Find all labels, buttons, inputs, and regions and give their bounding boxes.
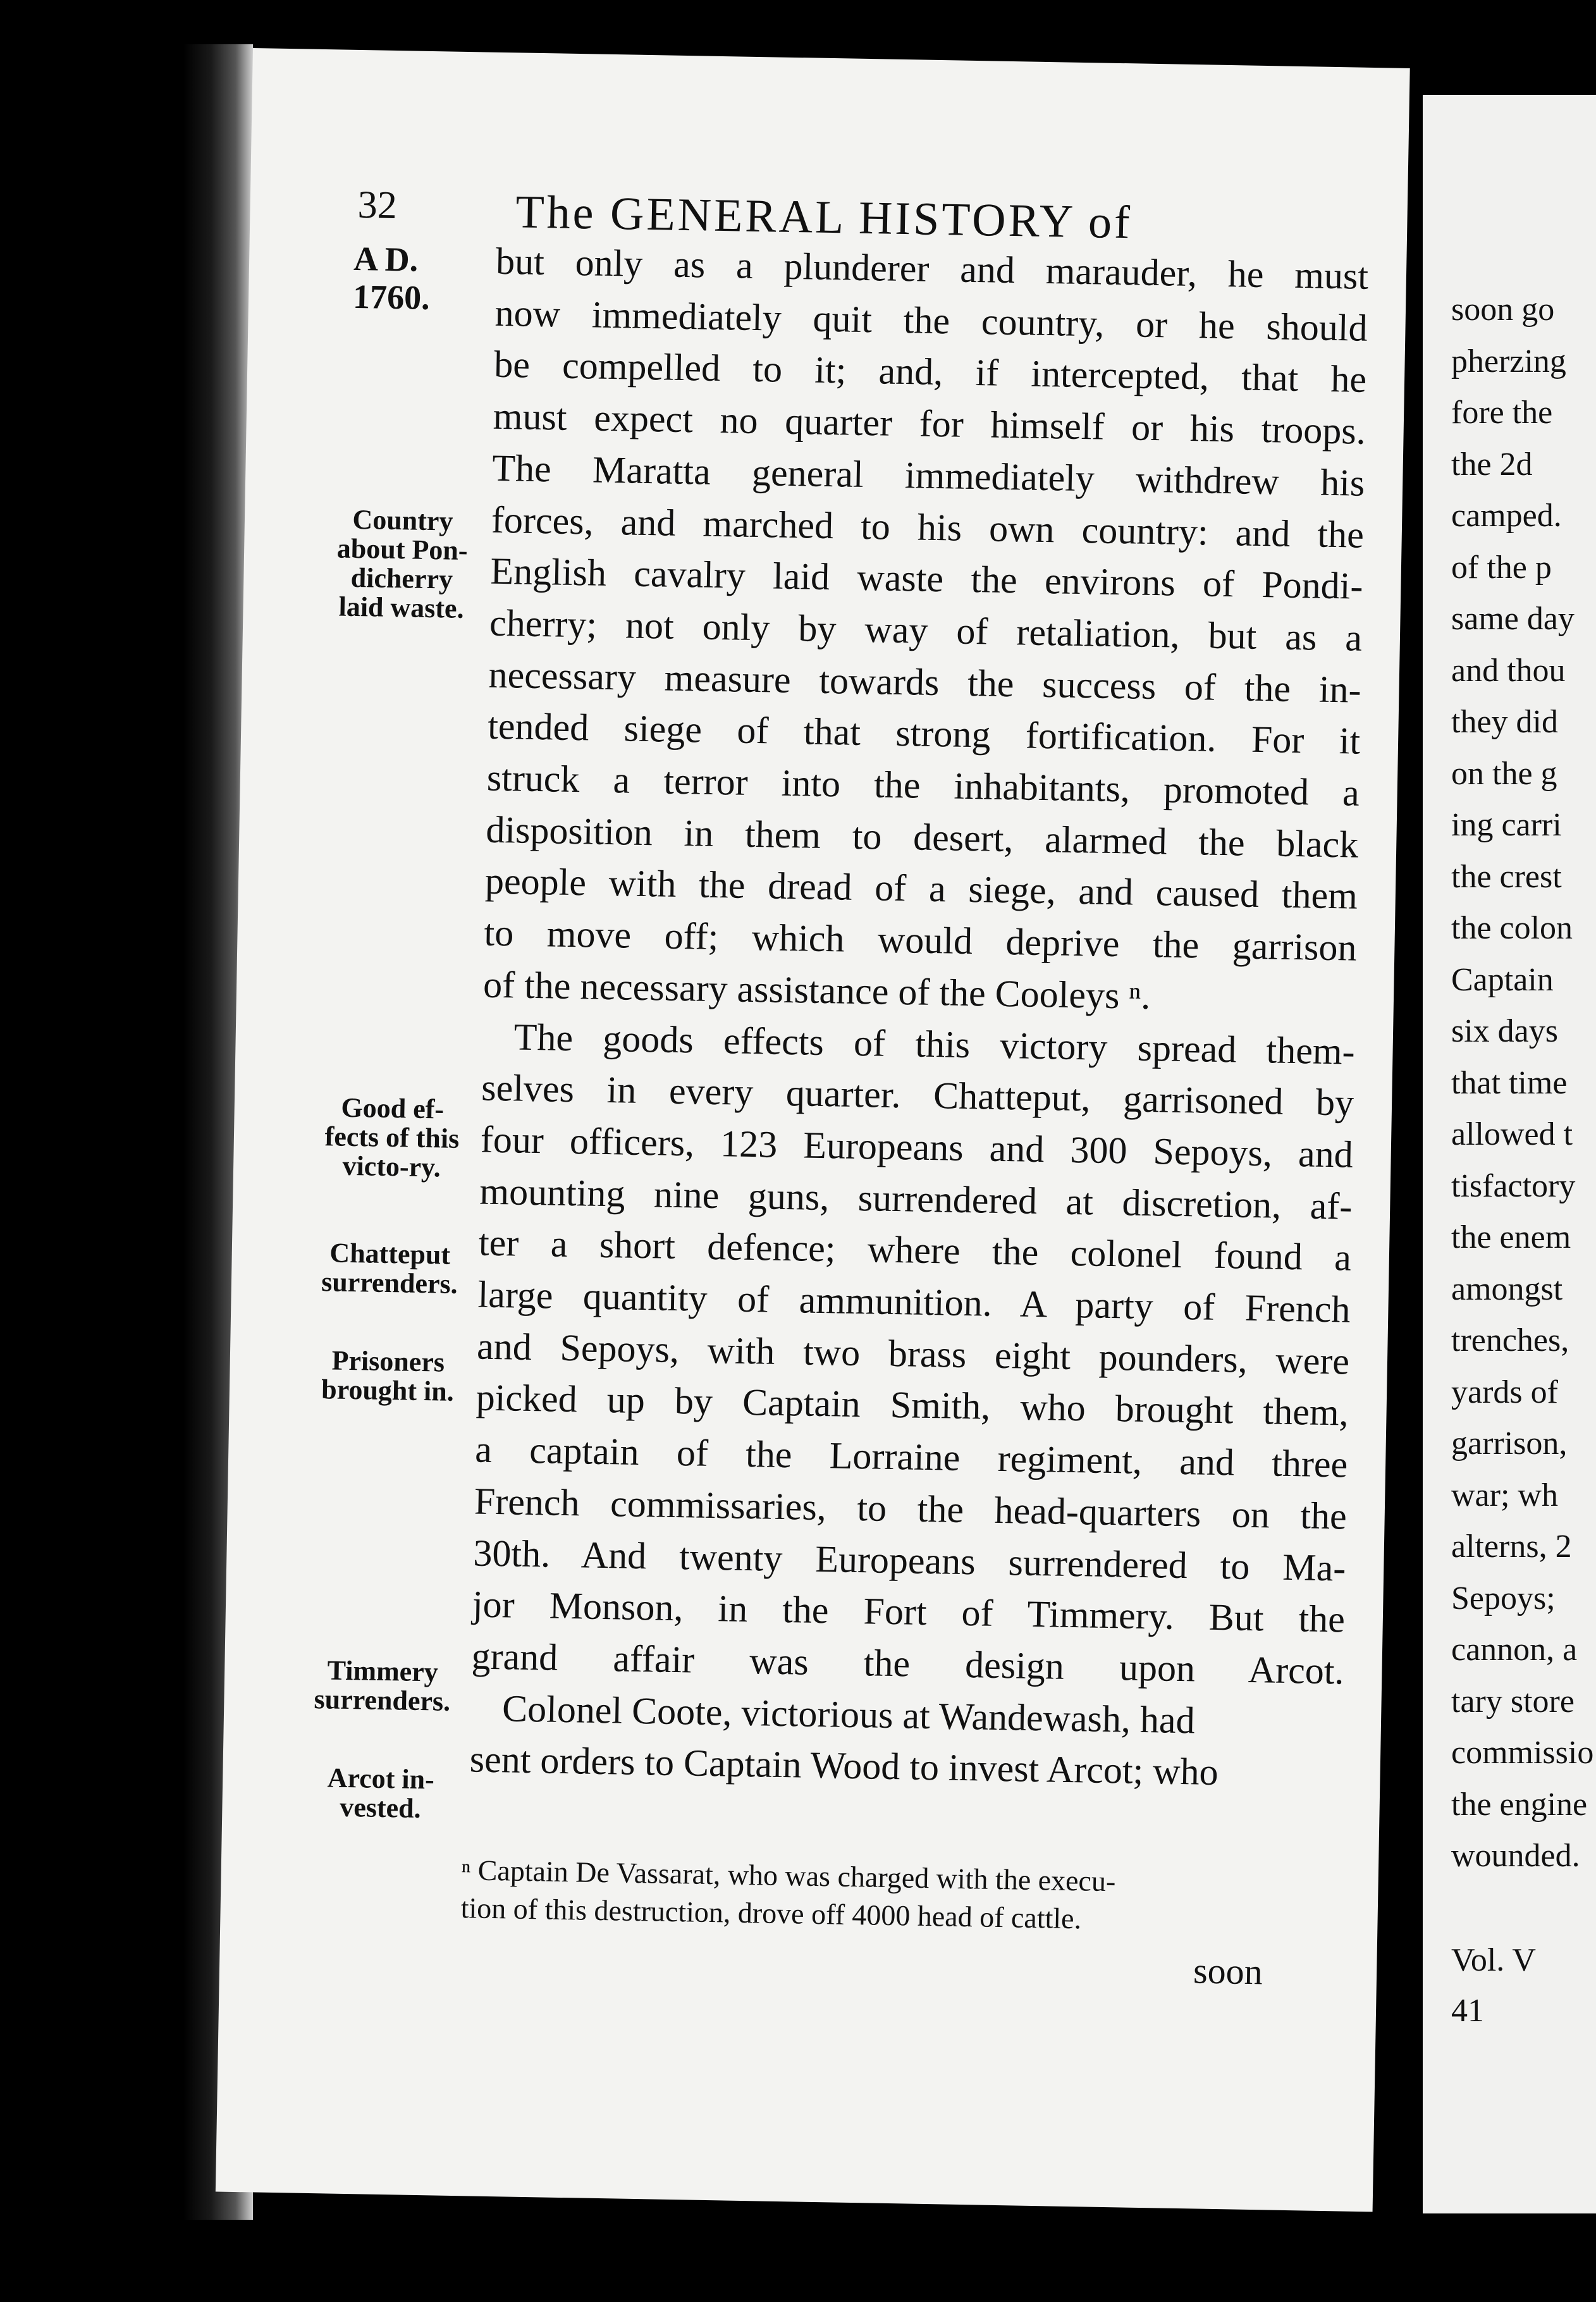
facing-page-line: of the p [1451, 549, 1552, 586]
margin-note: Arcot in-vested. [327, 1762, 435, 1825]
facing-page-line: fore the [1451, 395, 1553, 431]
facing-page-line: the crest [1451, 858, 1562, 895]
margin-date [353, 240, 449, 317]
body-line: a captain of the Lorraine regiment, and three [474, 1428, 1348, 1486]
body-line: people with the dread of a siege, and caused them [484, 860, 1358, 918]
date-year: 1760. [352, 277, 431, 317]
margin-note: Chatteput surrenders. [321, 1237, 458, 1300]
body-line: The goods effects of this victory spread them- [513, 1015, 1356, 1073]
facing-page-line: trenches, [1451, 1322, 1569, 1358]
body-line: must expect no quarter for himself or his troops. [493, 395, 1366, 452]
body-line: mounting nine guns, surrendered at discretion, af- [479, 1170, 1353, 1228]
margin-note: Country about Pon-dicherry laid waste. [336, 503, 468, 624]
body-line: picked up by Captain Smith, who brought them, [476, 1376, 1349, 1434]
catchword: soon [1193, 1950, 1263, 1993]
facing-page-line: the 2d [1451, 446, 1533, 483]
facing-page-line: war; wh [1451, 1477, 1558, 1513]
body-line: sent orders to Captain Wood to invest Arcot; who [469, 1738, 1219, 1794]
facing-page-line: allowed t [1451, 1116, 1573, 1152]
facing-page-line: Sepoys; [1451, 1580, 1556, 1616]
body-line: The Maratta general immediately withdrew his [491, 446, 1365, 504]
body-line: jor Monson, in the Fort of Timmery. But the [472, 1583, 1346, 1640]
body-line: 30th. And twenty Europeans surrendered to Ma- [472, 1532, 1346, 1589]
facing-page-line: they did [1451, 704, 1558, 740]
body-line: four officers, 123 Europeans and 300 Sepoys, and [480, 1118, 1354, 1176]
facing-page-line: alterns, 2 [1451, 1529, 1572, 1565]
facing-page-line: ing carri [1451, 807, 1562, 843]
body-line: grand affair was the design upon Arcot. [471, 1635, 1345, 1692]
facing-page-line: soon go [1451, 292, 1555, 328]
footnote [460, 1851, 1322, 1942]
facing-page-line: pherzing [1451, 343, 1566, 379]
facing-page-line: wounded. [1451, 1838, 1580, 1874]
facing-page-line: camped. [1451, 498, 1562, 534]
margin-note: Timmery surrenders. [314, 1654, 451, 1717]
facing-page [1423, 95, 1596, 2213]
body-text [469, 236, 1369, 1801]
facing-page-line: six days [1451, 1013, 1558, 1049]
body-line: French commissaries, to the head-quarters on the [474, 1480, 1347, 1537]
facing-page-line: that time [1451, 1064, 1568, 1101]
body-line: English cavalry laid waste the environs of Pondi- [490, 550, 1363, 607]
facing-page-line: commissio [1451, 1735, 1594, 1771]
margin-note: Good ef-fects of this victo-ry. [324, 1092, 460, 1183]
facing-page-line: the enem [1451, 1219, 1571, 1255]
facing-page-line: the colon [1451, 910, 1573, 946]
body-line: disposition in them to desert, alarmed the black [485, 808, 1359, 866]
facing-page-line: tary store [1451, 1683, 1575, 1720]
body-line: and Sepoys, with two brass eight pounders, were [476, 1325, 1350, 1382]
body-line: forces, and marched to his own country: and the [491, 498, 1365, 556]
facing-page-line: same day [1451, 601, 1575, 637]
body-line: tended siege of that strong fortification. For it [487, 705, 1361, 763]
facing-page-line: yards of [1451, 1374, 1558, 1410]
facing-page-line: tisfactory [1451, 1167, 1576, 1204]
facing-page-line: amongst [1451, 1271, 1563, 1307]
facing-page-line: on the g [1451, 755, 1557, 792]
body-line: necessary measure towards the success of the in- [488, 653, 1362, 711]
body-line: of the necessary assistance of the Cooleys ⁿ. [482, 963, 1151, 1017]
body-line: now immediately quit the country, or he should [494, 292, 1368, 349]
page-number: 32 [357, 183, 398, 228]
body-line: Colonel Coote, victorious at Wandewash, had [501, 1687, 1196, 1742]
body-line: large quantity of ammunition. A party of French [477, 1273, 1351, 1331]
body-line: struck a terror into the inhabitants, promoted a [486, 756, 1360, 814]
book-page [216, 48, 1410, 2212]
facing-page-volume: Vol. V [1451, 1942, 1536, 1978]
facing-page-line: garrison, [1451, 1425, 1568, 1462]
facing-page-line: Captain [1451, 961, 1554, 998]
body-line: to move off; which would deprive the garrison [484, 911, 1358, 969]
footnote-line: tion of this destruction, drove off 4000 head of cattle. [460, 1892, 1082, 1935]
running-title: The GENERAL HISTORY of [515, 186, 1133, 249]
body-line: ter a short defence; where the colonel found a [478, 1221, 1352, 1279]
facing-page-line: cannon, a [1451, 1632, 1578, 1668]
body-line: selves in every quarter. Chatteput, garrisoned by [481, 1066, 1354, 1124]
body-line: but only as a plunderer and marauder, he must [495, 240, 1369, 297]
body-line: cherry; not only by way of retaliation, but as a [489, 601, 1363, 659]
date-era: A D. [353, 239, 419, 279]
body-line: be compelled to it; and, if intercepted, that he [493, 343, 1367, 401]
footnote-line: ⁿ Captain De Vassarat, who was charged with the execu- [461, 1854, 1116, 1898]
facing-page-signature: 41 [1451, 1993, 1484, 2029]
facing-page-line: the engine [1451, 1786, 1588, 1823]
margin-note: Prisoners brought in. [321, 1345, 455, 1407]
facing-page-line: and thou [1451, 652, 1566, 689]
